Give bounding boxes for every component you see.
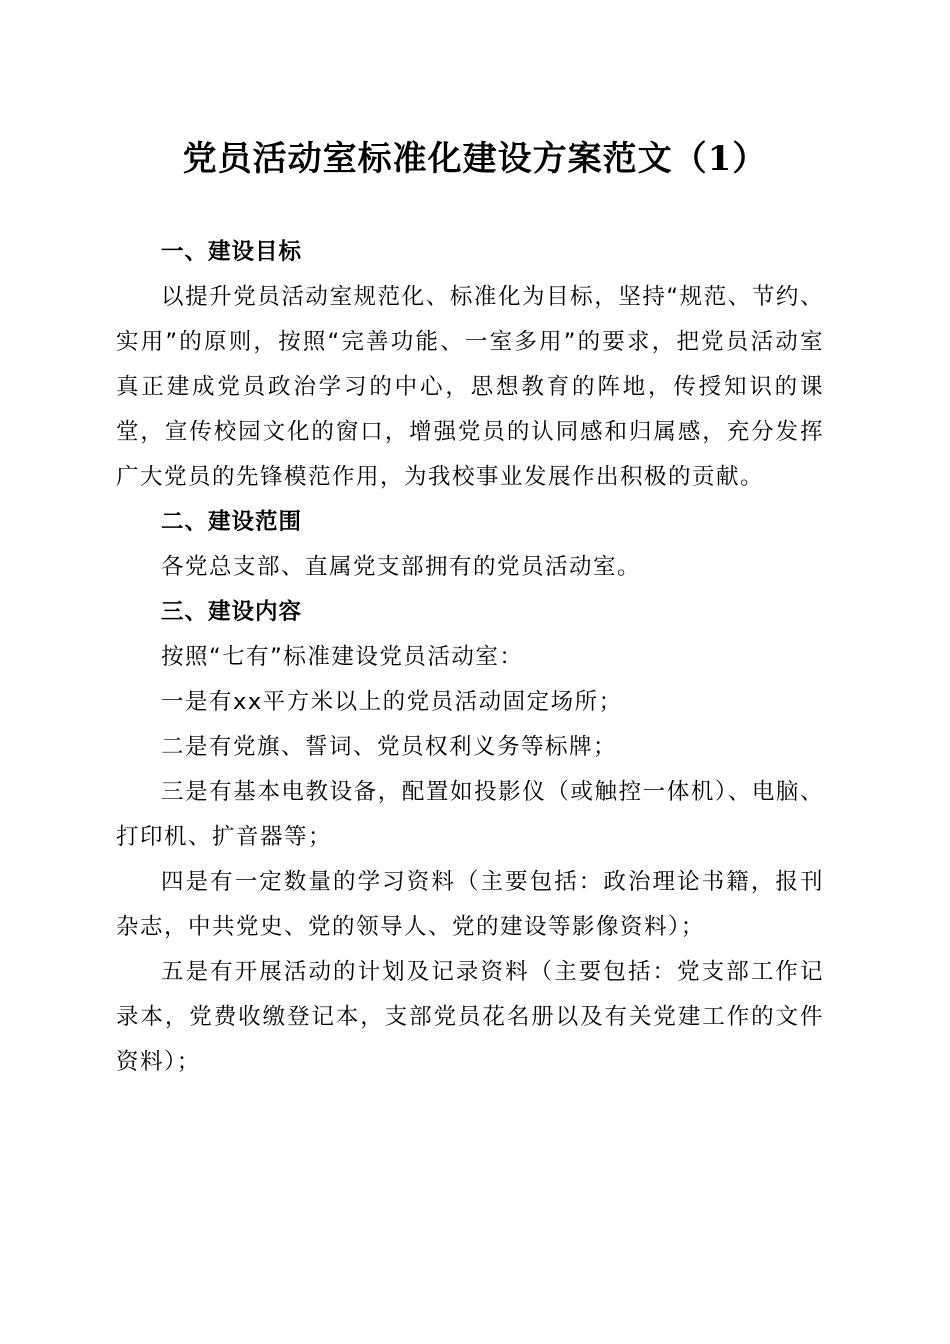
section-heading-scope: 二、建设范围 [161, 509, 303, 535]
content-item: 三是有基本电教设备，配置如投影仪（或触控一体机）、电脑、打印机、扩音器等； [116, 779, 824, 850]
document-title: 党员活动室标准化建设方案范文（1） [182, 139, 768, 179]
content-item: 五是有开展活动的计划及记录资料（主要包括：党支部工作记录本，党费收缴登记本，支部党员花名册以及有关党建工作的文件资料）； [116, 959, 824, 1075]
section-paragraph-scope: 各党总支部、直属党支部拥有的党员活动室。 [161, 554, 642, 580]
section-heading-goal: 一、建设目标 [161, 239, 303, 265]
document-body [116, 230, 824, 1085]
content-item: 一是有xx平方米以上的党员活动固定场所； [161, 689, 623, 715]
content-intro: 按照“七有”标准建设党员活动室： [161, 644, 524, 670]
content-item: 二是有党旗、誓词、党员权利义务等标牌； [161, 734, 618, 760]
section-paragraph-goal: 以提升党员活动室规范化、标准化为目标，坚持“规范、节约、实用”的原则，按照“完善功能、一室多用”的要求，把党员活动室真正建成党员政治学习的中心，思想教育的阵地，传授知识的课堂，宣传校园文化的窗口，增强党员的认同感和归属感，充分发挥广大党员的先锋模范作用，为我校事业发展作出积极的贡献。 [116, 284, 824, 490]
content-item: 四是有一定数量的学习资料（主要包括：政治理论书籍，报刊杂志，中共党史、党的领导人、党的建设等影像资料）； [116, 869, 824, 940]
section-heading-content: 三、建设内容 [161, 599, 303, 625]
